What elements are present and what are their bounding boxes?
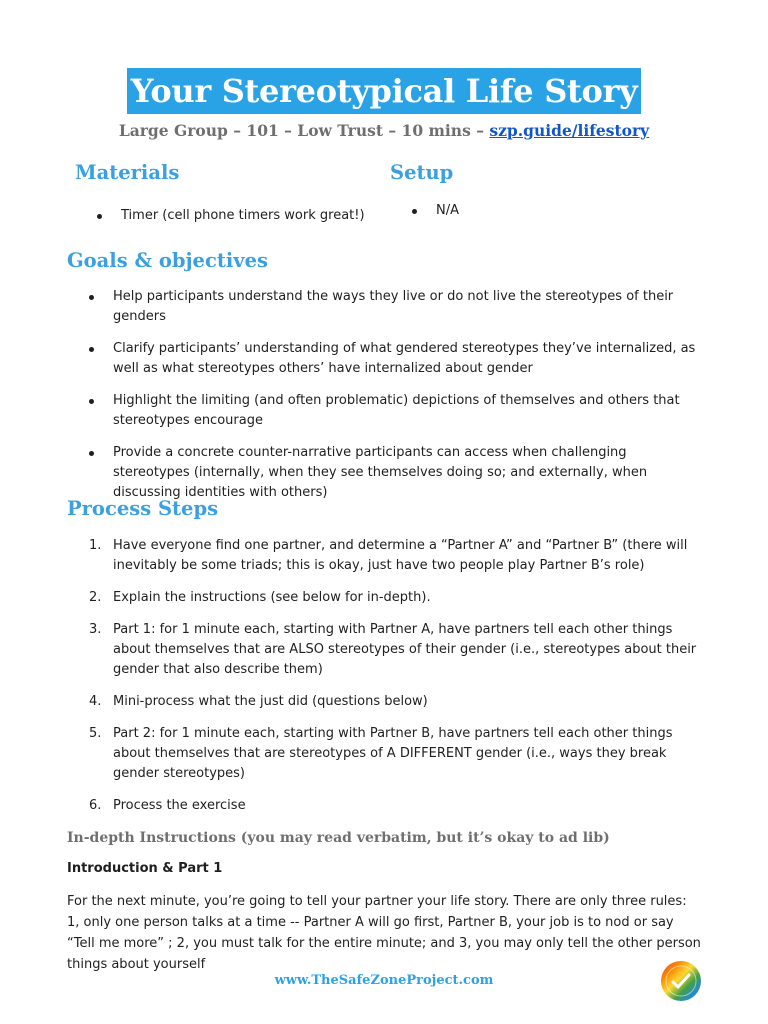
- step-text: Part 1: for 1 minute each, starting with Partner A, have partners tell each other things about themselves that are ALSO stereotypes of their gender (i.e., stereotypes about their gender that also describe them): [113, 622, 697, 677]
- goals-list: [67, 287, 707, 515]
- page-title: Your Stereotypical Life Story: [127, 68, 642, 114]
- step-number: 2.: [89, 590, 102, 605]
- list-item: [67, 287, 707, 327]
- step-text: Part 2: for 1 minute each, starting with Partner B, have partners tell each other things about themselves that are stereotypes of A DIFFERENT gender (i.e., ways they break gender stereotypes): [113, 726, 673, 781]
- setup-heading: Setup: [390, 161, 454, 184]
- materials-heading: Materials: [75, 161, 180, 184]
- step-number: 1.: [89, 538, 102, 553]
- list-item-text: Clarify participants’ understanding of what gendered stereotypes they’ve internalized, as well as what stereotypes others’ have internalized about gender: [113, 341, 696, 376]
- step-text: Process the exercise: [113, 798, 246, 813]
- subtitle-text: Large Group – 101 – Low Trust – 10 mins –: [118, 121, 490, 140]
- bullet-icon: [89, 451, 94, 456]
- list-item-text: Help participants understand the ways they live or do not live the stereotypes of their genders: [113, 289, 674, 324]
- list-item: [67, 588, 707, 608]
- step-number: 5.: [89, 726, 102, 741]
- list-item: [67, 620, 707, 680]
- step-number: 6.: [89, 798, 102, 813]
- step-text: Explain the instructions (see below for in-depth).: [113, 590, 431, 605]
- bullet-icon: [89, 399, 94, 404]
- materials-list: [75, 206, 375, 238]
- process-heading: Process Steps: [67, 497, 219, 520]
- footer-link[interactable]: www.TheSafeZoneProject.com: [274, 973, 494, 988]
- list-item: [67, 724, 707, 784]
- list-item: [67, 536, 707, 576]
- title-wrap: [0, 68, 768, 114]
- bullet-icon: [89, 295, 94, 300]
- list-item-text: Timer (cell phone timers work great!): [121, 208, 365, 223]
- subtitle: [0, 121, 768, 140]
- list-item: [75, 206, 375, 226]
- list-item-text: Highlight the limiting (and often problematic) depictions of themselves and others that stereotypes encourage: [113, 393, 680, 428]
- list-item: [67, 692, 707, 712]
- indepth-subheading: Introduction & Part 1: [67, 861, 223, 876]
- step-text: Mini-process what the just did (questions below): [113, 694, 428, 709]
- list-item: [67, 391, 707, 431]
- subtitle-link[interactable]: szp.guide/lifestory: [489, 121, 650, 140]
- step-number: 4.: [89, 694, 102, 709]
- list-item: [67, 443, 707, 503]
- process-steps-list: [67, 536, 707, 828]
- safe-zone-logo: [660, 960, 702, 1002]
- list-item-text: Provide a concrete counter-narrative participants can access when challenging stereotypes (internally, when they see themselves doing so; and externally, when discussing identities with others): [113, 445, 648, 500]
- list-item-text: N/A: [436, 203, 459, 218]
- goals-heading: Goals & objectives: [67, 249, 268, 272]
- bullet-icon: [412, 209, 417, 214]
- list-item: [67, 339, 707, 379]
- list-item: [390, 201, 690, 221]
- indepth-heading: In-depth Instructions (you may read verbatim, but it’s okay to ad lib): [67, 830, 610, 846]
- indepth-paragraph: For the next minute, you’re going to tell your partner your life story. There are only three rules: 1, only one person talks at a time -- Partner A will go first, Partner B, your job is to nod or say “Tell me more” ; 2, you must talk for the entire minute; and 3, you may only tell the other person things about yourself: [67, 894, 701, 972]
- setup-list: [390, 201, 690, 233]
- list-item: [67, 796, 707, 816]
- bullet-icon: [89, 347, 94, 352]
- bullet-icon: [97, 214, 102, 219]
- step-text: Have everyone find one partner, and determine a “Partner A” and “Partner B” (there will inevitably be some triads; this is okay, just have two people play Partner B’s role): [113, 538, 688, 573]
- step-number: 3.: [89, 622, 102, 637]
